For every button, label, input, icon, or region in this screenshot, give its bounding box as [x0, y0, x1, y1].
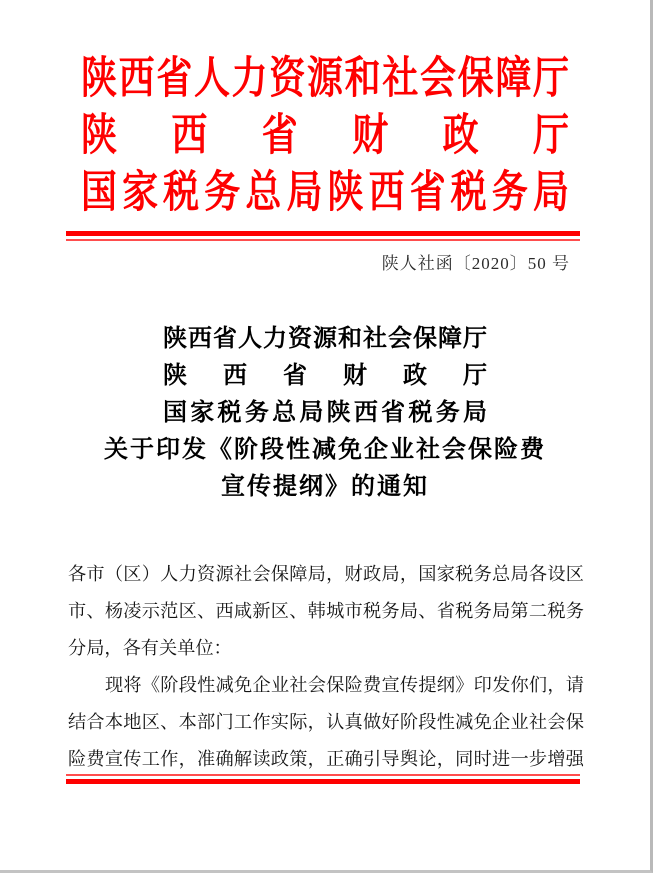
title-org-1: 陕西省人力资源和社会保障厅: [163, 326, 487, 352]
body-line-4: 现将《阶段性减免企业社会保险费宣传提纲》印发你们，请: [105, 675, 584, 695]
letterhead: [0, 0, 650, 221]
letterhead-org-2: 陕西省财政厅: [81, 110, 569, 160]
title-org-2: 陕西省财政厅: [163, 363, 487, 389]
body-line-5: 结合本地区、本部门工作实际，认真做好阶段性减免企业社会保: [68, 712, 584, 732]
document-number: 陕人社函〔2020〕50 号: [381, 254, 570, 273]
footer-separator: [66, 774, 580, 784]
document-body: [68, 556, 584, 778]
document-title: [0, 321, 650, 506]
title-subject-line-2: 宣传提纲》的通知: [221, 474, 429, 500]
body-line-2: 市、杨凌示范区、西咸新区、韩城市税务局、省税务局第二税务: [68, 601, 584, 621]
separator-thick-rule: [66, 779, 580, 784]
body-line-3: 分局，各有关单位：: [68, 638, 232, 658]
title-subject-line-1: 关于印发《阶段性减免企业社会保险费: [104, 437, 546, 463]
letterhead-org-1: 陕西省人力资源和社会保障厅: [81, 53, 569, 103]
separator-thin-rule: [66, 239, 580, 241]
letterhead-org-3: 国家税务总局陕西省税务局: [81, 167, 569, 217]
title-org-3: 国家税务总局陕西省税务局: [163, 400, 487, 426]
body-line-1: 各市（区）人力资源社会保障局，财政局，国家税务总局各设区: [68, 564, 584, 584]
body-line-6: 险费宣传工作，准确解读政策，正确引导舆论，同时进一步增强: [68, 749, 584, 769]
letterhead-separator: [66, 231, 580, 241]
